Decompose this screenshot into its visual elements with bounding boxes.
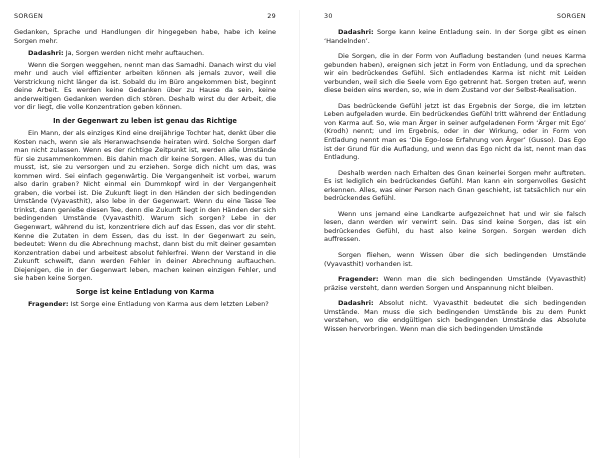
- paragraph-text: Wenn man die sich bedingenden Umstände (Vyavasthit) präzise versteht, dann werden Sorgen und Anspannung nicht bleiben.: [324, 275, 586, 292]
- speaker-label: Dadashri:: [338, 299, 374, 308]
- speaker-label: Dadashri:: [28, 48, 64, 57]
- right-page-body: [324, 28, 586, 333]
- dialogue-paragraph: [14, 49, 276, 58]
- paragraph-text: Das bedrückende Gefühl jetzt ist das Ergebnis der Sorge, die im letzten Leben aufgeladen wurde. Ein bedrückendes Gefühl tritt während der Entladung von Karma auf. So, wie man Ärger in seiner aufgeladenen Form ‘Ärger mit Ego’ (Krodh) nennt; und im Ergebnis, oder in der Wirkung, oder in Form von Entladung nennt man es ‘Die Ego-lose Erfahrung von Ärger’ (Gusso). Das Ego ist der Grund für die Aufladung, und wenn das Ego nicht da ist, nennt man das Entladung.: [324, 101, 586, 162]
- paragraph-text: Sorge kann keine Entladung sein. In der Sorge gibt es einen ‘Handelnden’.: [324, 28, 586, 45]
- paragraph-text: Ist Sorge eine Entladung von Karma aus dem letzten Leben?: [70, 299, 269, 308]
- paragraph-text: Deshalb werden nach Erhalten des Gnan keinerlei Sorgen mehr auftreten. Es ist lediglich ein bedrückendes Gefühl. Man kann ein sorgenvolles Gesicht erkennen. Alles, was einer Person nach Gnan geschieht, ist tatsächlich nur ein bedrückendes Gefühl.: [324, 168, 586, 203]
- paragraph-text: Sorgen fliehen, wenn Wissen über die sich bedingenden Umstände (Vyavasthit) vorhanden ist.: [324, 251, 586, 268]
- paragraph: [14, 61, 276, 112]
- paragraph: [14, 28, 276, 45]
- paragraph-text: Ein Mann, der als einziges Kind eine dreijährige Tochter hat, denkt über die Kosten nach, wenn sie als Heranwachsende heiraten wird. Solche Sorgen darf man nicht zulassen. Wenn es der richtige Zeitpunkt ist, werden alle Umstände für sie zusammenkommen. Bis dahin mach dir keine Sorgen. Alles, was du tun musst, ist, sie zu versorgen und zu erziehen. Sorge dich nicht um das, was kommen wird. Sei einfach gegenwärtig. Die Vergangenheit ist vorbei, warum also darin graben? Nicht einmal ein Dummkopf wird in der Vergangenheit graben, die vorbei ist. Die Zukunft liegt in den Händen der sich bedingenden Umstände (Vyavasthit), also lebe in der Gegenwart. Wenn du eine Tasse Tee trinkst, dann genieße diesen Tee, denn die Zukunft liegt in den Händen der sich bedingenden Umstände (Vyavasthit). Warum sich sorgen? Lebe in der Gegenwart, während du ist, konzentriere dich auf das Essen, das vor dir steht. Kenne die Zutaten in dem Essen, das du isst. In der Gegenwart zu sein, bedeutet: Wenn du die Abrechnung machst, dann bist du mit deiner gesamten Konzentration dabei und arbeitest absolut fehlerfrei. Wenn der Verstand in die Zukunft schweift, dann werden Fehler in deiner Abrechnung auftauchen. Diejenigen, die in der Gegenwart leben, machen keinen einzigen Fehler, und sie haben keine Sorgen.: [14, 129, 276, 283]
- dialogue-paragraph: [14, 300, 276, 309]
- paragraph: [324, 210, 586, 244]
- dialogue-paragraph: [324, 299, 586, 333]
- section-heading: In der Gegenwart zu leben ist genau das Richtige: [53, 116, 237, 125]
- running-head-title: SORGEN: [14, 12, 44, 20]
- speaker-label: Fragender:: [28, 299, 69, 308]
- section-heading: Sorge ist keine Entladung von Karma: [75, 287, 215, 296]
- paragraph: [324, 251, 586, 268]
- right-page: [324, 12, 586, 460]
- running-head-left: [14, 12, 276, 20]
- paragraph: [14, 129, 276, 283]
- paragraph: [324, 102, 586, 162]
- paragraph-text: Absolut nicht. Vyavasthit bedeutet die sich bedingenden Umstände. Man muss die sich bedingenden Umstände bis zu dem Punkt verstehen, wo die endgültigen sich bedingenden Umstände das Absolute Wissen hervorbringen. Wenn man die sich bedingenden Umstände: [324, 299, 586, 333]
- running-head-right: [324, 12, 586, 20]
- paragraph-text: Gedanken, Sprache und Handlungen dir hingegeben habe, habe ich keine Sorgen mehr.: [14, 28, 276, 45]
- paragraph-text: Wenn uns jemand eine Landkarte aufgezeichnet hat und wir sie falsch lesen, dann werden wir verwirrt sein. Das sind keine Sorgen, das ist ein bedrückendes Gefühl, du hast also keine Sorgen. Sorgen werden dich auffressen.: [324, 209, 586, 244]
- speaker-label: Dadashri:: [338, 28, 374, 36]
- paragraph-text: Die Sorgen, die in der Form von Aufladung bestanden (und neues Karma gebunden haben), ereignen sich jetzt in Form von Entladung, und da sprechen wir ein bedrückendes Gefühl. Sich entladendes Karma ist nicht mit Leiden verbunden, weil sich die Seele vom Ego getrennt hat. Sorgen treten auf, wenn diese beiden eins werden, so, wie in dem Zustand vor der Selbst-Realisation.: [324, 52, 586, 95]
- page-gutter: [299, 10, 300, 458]
- paragraph-text: Ja, Sorgen werden nicht mehr auftauchen.: [65, 48, 205, 57]
- speaker-label: Fragender:: [338, 275, 379, 284]
- left-page: [14, 12, 276, 460]
- page-number: 29: [267, 12, 276, 20]
- paragraph: [324, 169, 586, 203]
- page-number: 30: [324, 12, 333, 20]
- left-page-body: [14, 28, 276, 309]
- running-head-title: SORGEN: [556, 12, 586, 20]
- paragraph-text: Wenn die Sorgen weggehen, nennt man das Samadhi. Danach wirst du viel mehr und auch viel effizienter arbeiten können als jemals zuvor, weil die Verstrickung nicht länger da ist. Sobald du im Büro angekommen bist, beginnt deine Arbeit. Es werden keine Gedanken über zu Hause da sein, keine anderweitigen Gedanken werden dich stören. Deshalb wirst du der Arbeit, die vor dir liegt, die volle Konzentration geben können.: [14, 60, 276, 112]
- paragraph: [324, 52, 586, 95]
- dialogue-paragraph: [324, 28, 586, 45]
- dialogue-paragraph: [324, 275, 586, 292]
